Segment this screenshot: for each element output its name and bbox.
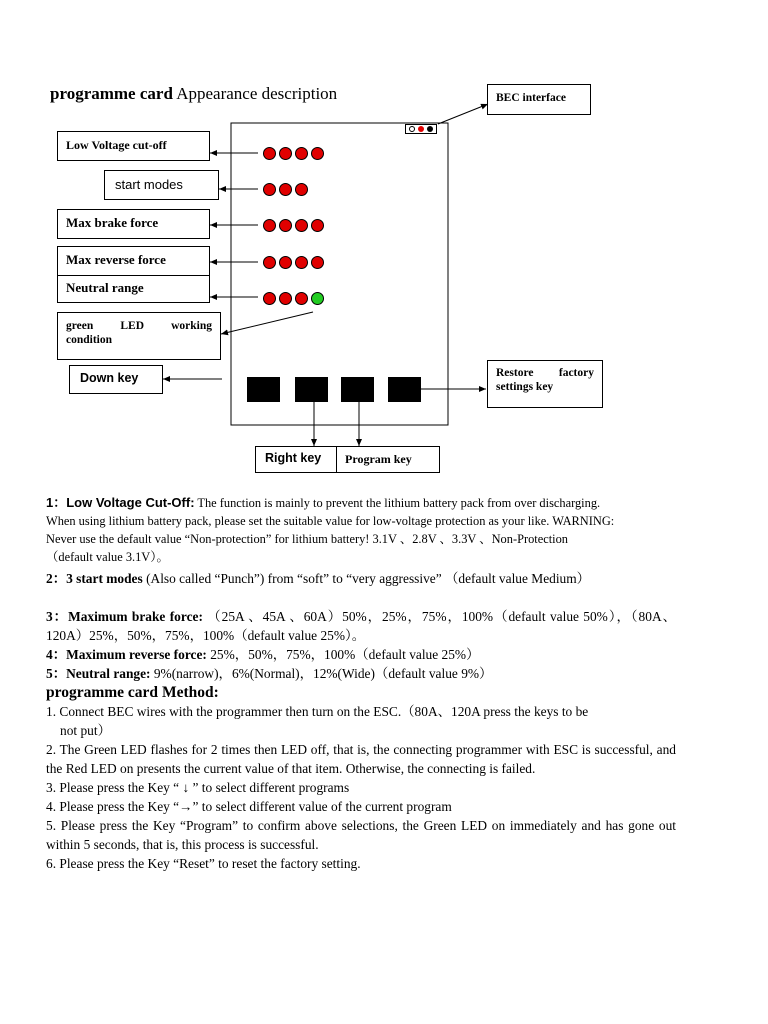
item1-line4: （default value 3.1V）。	[46, 550, 169, 564]
led-red	[311, 256, 324, 269]
item4-text: 25%，50%，75%，100%（default value 25%）	[206, 647, 480, 662]
led-red	[263, 256, 276, 269]
green-led-label	[57, 312, 221, 360]
restore-key-button[interactable]	[388, 377, 421, 402]
item5-title: Neutral range:	[66, 666, 151, 681]
restore-label-line2: settings key	[496, 381, 554, 394]
led-red	[295, 292, 308, 305]
low-voltage-label: Low Voltage cut-off	[57, 131, 210, 161]
item3-text: （25A 、45A 、60A）50%，25%，75%，100%（default value 50%），（80A、120A）25%，50%，75%，100%（default value 25%）。	[46, 609, 676, 643]
item1-line2: When using lithium battery pack, please set the suitable value for low-voltage protection as your like. WARNING:	[46, 514, 615, 528]
method-step-3: 3. Please press the Key “ ↓ ” to select different programs	[46, 780, 350, 795]
item2-num: 2：	[46, 571, 67, 586]
led-red	[263, 183, 276, 196]
method-step-2: 2. The Green LED flashes for 2 times then LED off, that is, the connecting programmer with ESC is successful, and the Red LED on presents the current value of that item. Otherwise, the connecting is failed.	[46, 742, 676, 776]
item4-title: Maximum reverse force:	[66, 647, 207, 662]
right-key-button[interactable]	[295, 377, 328, 402]
method-title	[46, 684, 219, 702]
bec-pin-1	[409, 126, 415, 132]
max-reverse-label: Max reverse force	[57, 246, 210, 276]
item2-text: (Also called “Punch”) from “soft” to “very aggressive” （default value Medium）	[146, 571, 591, 586]
method-step-1a: 1. Connect BEC wires with the programmer then turn on the ESC.（80A、120A press the keys to be	[46, 704, 589, 719]
item1-line3: Never use the default value “Non-protection” for lithium battery! 3.1V 、2.8V 、3.3V 、Non-Protection	[46, 532, 569, 546]
item2-title: 3 start modes	[66, 571, 143, 586]
led-red	[279, 183, 292, 196]
max-brake-label: Max brake force	[57, 209, 210, 239]
program-key-label: Program key	[336, 446, 440, 473]
led-red	[279, 256, 292, 269]
down-key-button[interactable]	[247, 377, 280, 402]
method-step-5: 5. Please press the Key “Program” to confirm above selections, the Green LED on immediately and has gone out within 5 seconds, that is, this process is successful.	[46, 818, 676, 852]
bec-pin-3	[427, 126, 433, 132]
led-red	[311, 219, 324, 232]
method-title-bold: programme card	[46, 684, 159, 701]
item3-num: 3：	[46, 609, 69, 624]
led-red	[295, 219, 308, 232]
bec-pin-2	[418, 126, 424, 132]
led-red	[279, 147, 292, 160]
item1-line1: The function is mainly to prevent the lithium battery pack from over discharging.	[194, 496, 601, 510]
item5-num: 5：	[46, 666, 67, 681]
green-led-arrow	[221, 312, 313, 334]
title-rest: Appearance description	[172, 84, 338, 103]
item5-text: 9%(narrow)，6%(Normal)，12%(Wide)（default value 9%）	[150, 666, 493, 681]
item3-title: Maximum brake force:	[68, 609, 203, 624]
start-modes-label: start modes	[104, 170, 219, 200]
led-red	[295, 183, 308, 196]
green-led-label-line1: green LED working	[66, 320, 212, 332]
led-red	[311, 147, 324, 160]
led-red	[279, 292, 292, 305]
method-steps	[46, 702, 676, 873]
title-bold: programme card	[50, 84, 173, 103]
method-step-6: 6. Please press the Key “Reset” to reset the factory setting.	[46, 856, 361, 871]
led-red	[263, 292, 276, 305]
program-key-button[interactable]	[341, 377, 374, 402]
settings-item-4	[46, 645, 676, 664]
settings-item-1	[46, 494, 676, 566]
right-key-label: Right key	[255, 446, 337, 473]
led-red	[295, 256, 308, 269]
restore-label-line1: Restore factory	[496, 367, 594, 379]
item1-num: 1：	[46, 495, 67, 510]
method-step-1b: not put）	[60, 723, 111, 738]
green-led-label-line2: condition	[66, 334, 113, 347]
neutral-range-label: Neutral range	[57, 275, 210, 303]
method-step-4: 4. Please press the Key “→” to select different value of the current program	[46, 799, 452, 814]
restore-factory-label	[487, 360, 603, 408]
settings-item-3	[46, 607, 676, 645]
method-title-rest: Method:	[158, 684, 219, 701]
settings-item-5	[46, 664, 676, 683]
led-red	[263, 219, 276, 232]
settings-item-2	[46, 569, 676, 588]
bec-interface-label: BEC interface	[487, 84, 591, 115]
item4-num: 4：	[46, 647, 67, 662]
bec-arrow	[438, 104, 488, 124]
led-red	[263, 147, 276, 160]
led-red	[295, 147, 308, 160]
bec-connector	[405, 124, 437, 134]
down-key-label: Down key	[69, 365, 163, 394]
led-green	[311, 292, 324, 305]
led-red	[279, 219, 292, 232]
item1-title: Low Voltage Cut-Off:	[66, 495, 195, 510]
